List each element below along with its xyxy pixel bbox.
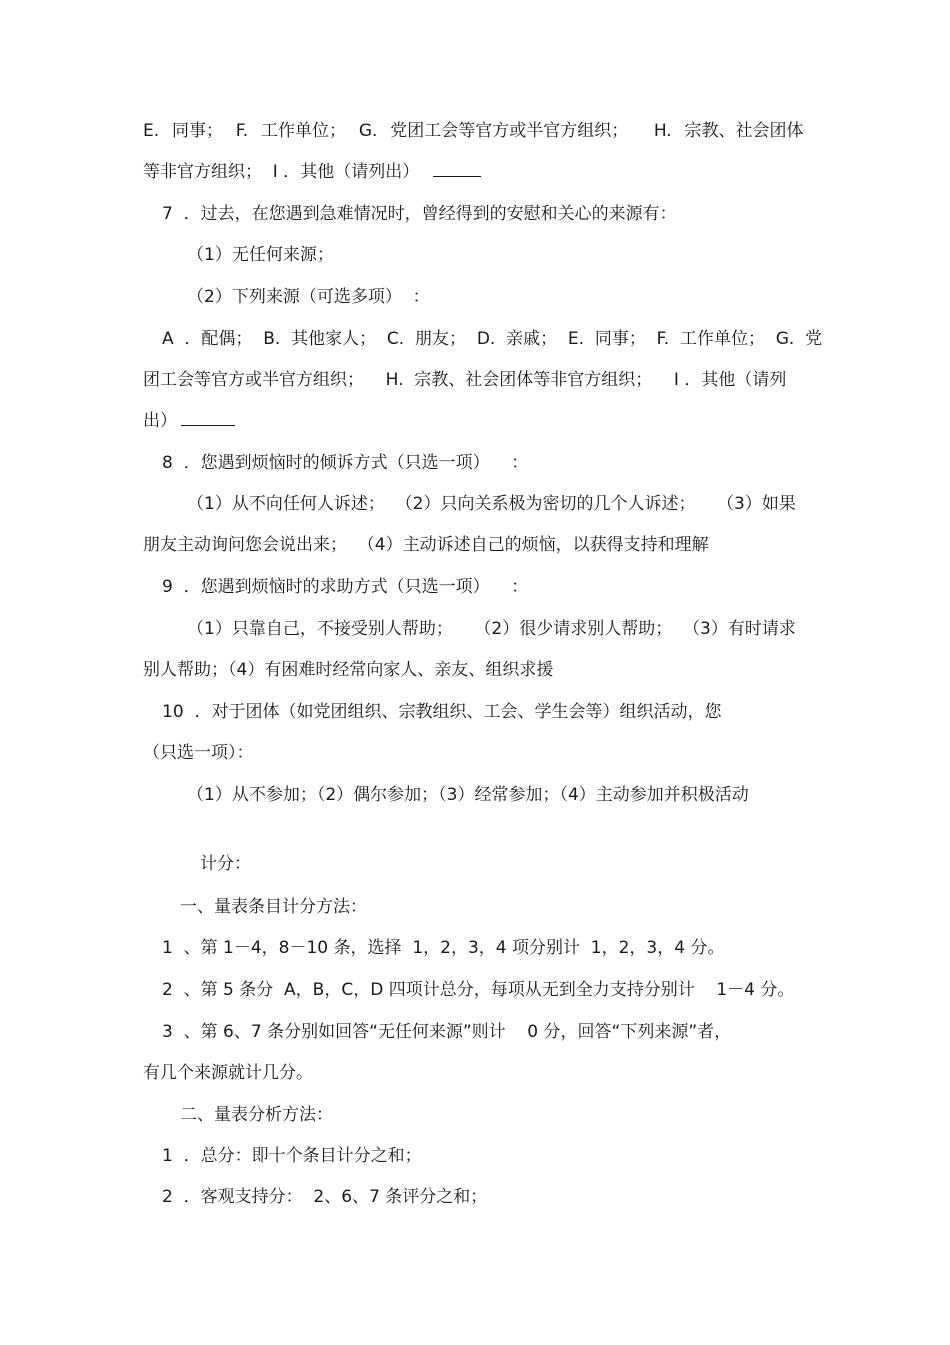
text-line: 2 ．客观支持分： 2、6、7 条评分之和； bbox=[162, 1187, 488, 1207]
answer-blank bbox=[181, 409, 235, 426]
text-line: 7 ．过去，在您遇到急难情况时，曾经得到的安慰和关心的来源有： bbox=[162, 204, 677, 224]
text-line: 9 ．您遇到烦恼时的求助方式（只选一项） ： bbox=[162, 577, 529, 597]
text-line: 团工会等官方或半官方组织； H. 宗教、社会团体等非官方组织； I ．其他（请列 bbox=[143, 370, 787, 390]
text-line: （2）下列来源（可选多项） ： bbox=[187, 287, 430, 307]
text-line: 3 、第 6、7 条分别如回答“无任何来源”则计 0 分，回答“下列来源”者， bbox=[162, 1022, 732, 1042]
text-line bbox=[143, 409, 235, 432]
text-line-content: 出） bbox=[143, 411, 177, 431]
text-line: （1）无任何来源； bbox=[187, 245, 334, 265]
text-line: 2 、第 5 条分 A，B，C，D 四项计总分，每项从无到全力支持分别计 1－4 分。 bbox=[162, 980, 795, 1000]
text-line: 8 ．您遇到烦恼时的倾诉方式（只选一项） ： bbox=[162, 453, 529, 473]
text-line: 有几个来源就计几分。 bbox=[143, 1063, 313, 1083]
text-line: （1）从不向任何人诉述； （2）只向关系极为密切的几个人诉述； （3）如果 bbox=[187, 494, 796, 514]
answer-blank bbox=[433, 160, 481, 177]
text-line bbox=[143, 160, 481, 183]
text-line: 1 、第 1－4，8－10 条，选择 1，2，3，4 项分别计 1，2，3，4 分。 bbox=[162, 938, 725, 958]
section-heading: 一、量表条目计分方法： bbox=[180, 897, 367, 917]
section-heading: 二、量表分析方法： bbox=[180, 1105, 333, 1125]
text-line-content: 等非官方组织； I ．其他（请列出） bbox=[143, 162, 420, 182]
text-line: 1 ．总分：即十个条目计分之和； bbox=[162, 1146, 422, 1166]
text-line: 别人帮助；（4）有困难时经常向家人、亲友、组织求援 bbox=[143, 660, 554, 680]
text-line: 10 ．对于团体（如党团组织、宗教组织、工会、学生会等）组织活动，您 bbox=[162, 702, 722, 722]
section-title: 计分： bbox=[200, 854, 251, 874]
text-line: 朋友主动询问您会说出来； （4）主动诉述自己的烦恼，以获得支持和理解 bbox=[143, 535, 709, 555]
text-line: E. 同事； F. 工作单位； G. 党团工会等官方或半官方组织； H. 宗教、社会团体 bbox=[143, 121, 804, 141]
text-line: （1）从不参加；（2）偶尔参加；（3）经常参加；（4）主动参加并积极活动 bbox=[187, 785, 749, 805]
text-line: A ．配偶； B. 其他家人； C. 朋友； D. 亲戚； E. 同事； F. 工作单位； G. 党 bbox=[162, 329, 823, 349]
text-line: （只选一项）： bbox=[143, 743, 254, 763]
text-line: （1）只靠自己，不接受别人帮助； （2）很少请求别人帮助； （3）有时请求 bbox=[187, 619, 796, 639]
